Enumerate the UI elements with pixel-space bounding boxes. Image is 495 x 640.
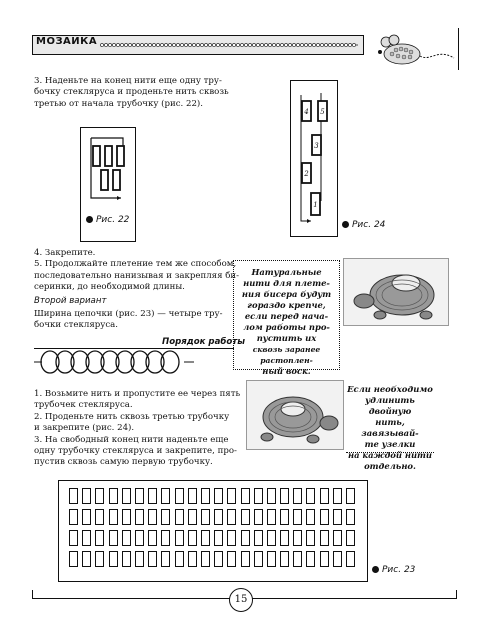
bugle-bead-icon — [188, 509, 197, 525]
bugle-bead-icon — [188, 530, 197, 546]
caption-text: Рис. 24 — [352, 220, 386, 230]
bead-icon — [268, 43, 271, 46]
bugle-bead-icon — [306, 530, 315, 546]
bugle-bead-icon — [267, 530, 276, 546]
tube-row — [67, 530, 367, 548]
bugle-bead-icon — [346, 488, 355, 504]
bugle-bead-icon — [293, 551, 302, 567]
figure-24-caption — [342, 220, 385, 230]
bugle-bead-icon — [122, 488, 131, 504]
bead-icon — [204, 43, 207, 46]
bead-icon — [188, 43, 191, 46]
text-line: 3. На свободный конец нити наденьте еще — [34, 434, 229, 445]
tube-row — [67, 488, 367, 506]
bullet-icon — [342, 221, 349, 228]
bugle-bead-icon — [306, 488, 315, 504]
bugle-bead-icon — [333, 551, 342, 567]
bead-icon — [100, 43, 103, 46]
note-line: удлинить двойную — [365, 395, 415, 416]
bullet-icon — [372, 566, 379, 573]
bugle-bead-icon — [227, 530, 236, 546]
bugle-bead-icon — [241, 488, 250, 504]
bead-chain-decoration — [100, 40, 358, 50]
bead-icon — [352, 43, 355, 46]
bugle-bead-icon — [82, 551, 91, 567]
bugle-bead-icon — [109, 488, 118, 504]
bead-icon — [324, 43, 327, 46]
tip-box-knots — [346, 380, 434, 471]
bugle-bead-icon — [214, 551, 223, 567]
bugle-bead-icon — [241, 509, 250, 525]
bugle-bead-icon — [148, 551, 157, 567]
bugle-bead-icon — [135, 488, 144, 504]
bead-icon — [132, 43, 135, 46]
bugle-bead-icon — [267, 488, 276, 504]
note-line: сквозь заранее растоплен- — [252, 345, 321, 365]
caption-text: Рис. 23 — [382, 565, 416, 575]
bugle-bead-icon — [161, 530, 170, 546]
bugle-bead-icon — [135, 509, 144, 525]
bugle-bead-icon — [201, 530, 210, 546]
figure-23-caption — [372, 565, 415, 575]
note-line: пустить их — [256, 333, 317, 343]
bead-icon — [248, 43, 251, 46]
text-line: Ширина цепочки (рис. 23) — четыре тру- — [34, 309, 223, 319]
note-line: те узелки — [364, 439, 416, 449]
header-side-rule — [458, 28, 459, 70]
bugle-bead-icon — [241, 551, 250, 567]
bead-icon — [300, 43, 303, 46]
bead-icon — [180, 43, 183, 46]
bead-icon — [240, 43, 243, 46]
bead-icon — [192, 43, 195, 46]
bead-icon — [116, 43, 119, 46]
text-line: 4. Закрепите. — [34, 248, 96, 258]
bead-icon — [216, 43, 219, 46]
bead-icon — [160, 43, 163, 46]
bugle-bead-icon — [122, 530, 131, 546]
bugle-bead-icon — [201, 509, 210, 525]
bugle-bead-icon — [280, 509, 289, 525]
bead-icon — [164, 43, 167, 46]
bead-icon — [200, 43, 203, 46]
bead-icon — [224, 43, 227, 46]
bead-icon — [104, 43, 107, 46]
bugle-bead-icon — [175, 530, 184, 546]
tube-label: 3 — [314, 142, 319, 150]
bead-icon — [264, 43, 267, 46]
bead-icon — [292, 43, 295, 46]
bugle-bead-icon — [95, 551, 104, 567]
bugle-bead-icon — [109, 509, 118, 525]
bugle-bead-icon — [69, 488, 78, 504]
bugle-bead-icon — [95, 530, 104, 546]
note-line: если перед нача- — [244, 311, 329, 321]
bugle-bead-icon — [161, 509, 170, 525]
bead-icon — [232, 43, 235, 46]
bugle-bead-icon — [227, 509, 236, 525]
text-line: 5. Продолжайте плетение тем же способом, — [34, 259, 237, 270]
text-line: пустив сквозь самую первую трубочку. — [34, 457, 213, 468]
bead-icon — [284, 43, 287, 46]
bugle-bead-icon — [320, 509, 329, 525]
tube-row — [67, 551, 367, 569]
tube-row — [67, 509, 367, 527]
bead-icon — [312, 43, 315, 46]
bead-icon — [136, 43, 139, 46]
order-heading: Порядок работы — [162, 337, 246, 347]
bead-icon — [328, 43, 331, 46]
bugle-bead-icon — [82, 488, 91, 504]
note-line: Натуральные — [251, 267, 322, 277]
bead-icon — [296, 43, 299, 46]
note-line: отдельно. — [364, 461, 416, 471]
bugle-bead-icon — [320, 488, 329, 504]
text-line: 3. Наденьте на конец нити еще одну тру- — [34, 76, 222, 86]
bugle-bead-icon — [346, 530, 355, 546]
variant-heading: Второй вариант — [34, 296, 107, 306]
bead-icon — [152, 43, 155, 46]
beaded-turtle-image — [344, 259, 448, 325]
bugle-bead-icon — [201, 488, 210, 504]
bead-icon — [256, 43, 259, 46]
bead-icon — [272, 43, 275, 46]
paragraph-step-3 — [34, 76, 256, 110]
variant-paragraph — [34, 309, 244, 332]
bugle-bead-icon — [148, 530, 157, 546]
bugle-bead-icon — [227, 488, 236, 504]
bugle-bead-icon — [280, 530, 289, 546]
bugle-bead-icon — [333, 488, 342, 504]
bead-icon — [124, 43, 127, 46]
text-line: и закрепите (рис. 24). — [34, 423, 135, 434]
bugle-bead-icon — [214, 509, 223, 525]
bead-icon — [212, 43, 215, 46]
text-line: бочки стекляруса. — [34, 320, 118, 331]
footer-rule-right — [456, 590, 457, 599]
bead-icon — [172, 43, 175, 46]
bugle-bead-icon — [188, 488, 197, 504]
text-line: 2. Проденьте нить сквозь третью трубочку — [34, 411, 230, 422]
bead-icon — [228, 43, 231, 46]
page-number: 15 — [229, 588, 253, 612]
text-line: одну трубочку стекляруса и закрепите, про- — [34, 446, 237, 457]
beaded-turtle-image — [247, 381, 343, 449]
bugle-bead-icon — [69, 551, 78, 567]
bead-icon — [308, 43, 311, 46]
bugle-bead-icon — [280, 488, 289, 504]
tube-label: 5 — [320, 108, 325, 116]
bugle-bead-icon — [320, 530, 329, 546]
bugle-bead-icon — [241, 530, 250, 546]
text-line: последовательно нанизывая и закрепляя би- — [34, 270, 240, 281]
note-line: ния бисера будут — [241, 289, 332, 299]
bead-icon — [316, 43, 319, 46]
bugle-bead-icon — [293, 530, 302, 546]
bugle-bead-icon — [201, 551, 210, 567]
tube-label: 2 — [304, 170, 309, 178]
bugle-bead-icon — [161, 488, 170, 504]
bead-icon — [288, 43, 291, 46]
figure-22-caption — [86, 215, 129, 225]
bugle-bead-icon — [161, 551, 170, 567]
bugle-bead-icon — [346, 551, 355, 567]
footer-rule-left — [32, 590, 33, 599]
bead-icon — [108, 43, 111, 46]
bugle-bead-icon — [69, 509, 78, 525]
tube-label: 1 — [313, 201, 318, 209]
bugle-bead-icon — [267, 509, 276, 525]
bead-icon — [156, 43, 159, 46]
bugle-bead-icon — [148, 488, 157, 504]
bugle-bead-icon — [267, 551, 276, 567]
bugle-bead-icon — [227, 551, 236, 567]
paragraph-steps-4-5 — [34, 248, 244, 294]
bead-icon — [148, 43, 151, 46]
bugle-bead-icon — [95, 509, 104, 525]
bead-icon — [196, 43, 199, 46]
bugle-bead-icon — [333, 509, 342, 525]
bead-icon — [276, 43, 279, 46]
bead-icon — [304, 43, 307, 46]
bugle-bead-icon — [82, 530, 91, 546]
bead-icon — [176, 43, 179, 46]
bead-icon — [244, 43, 247, 46]
bead-icon — [168, 43, 171, 46]
bugle-bead-icon — [306, 509, 315, 525]
bugle-bead-icon — [293, 509, 302, 525]
note-line: нити для плете- — [243, 278, 330, 288]
ring-chain-illustration — [34, 347, 194, 377]
bugle-bead-icon — [175, 488, 184, 504]
bugle-bead-icon — [254, 488, 263, 504]
bugle-bead-icon — [320, 551, 329, 567]
caption-text: Рис. 22 — [96, 215, 130, 225]
paragraph-steps-1-3 — [34, 389, 249, 469]
bugle-bead-icon — [346, 509, 355, 525]
note-line: гораздо крепче, — [247, 300, 326, 310]
bugle-bead-icon — [122, 509, 131, 525]
bugle-bead-icon — [188, 551, 197, 567]
bead-icon — [140, 43, 143, 46]
figure-24-diagram — [291, 81, 337, 236]
bead-icon — [236, 43, 239, 46]
bugle-bead-icon — [122, 551, 131, 567]
note-line: на каждой нити — [347, 450, 433, 460]
note-line: ный воск. — [262, 366, 311, 376]
bugle-bead-icon — [254, 509, 263, 525]
bugle-bead-icon — [254, 530, 263, 546]
bugle-bead-icon — [306, 551, 315, 567]
turtle-photo-1 — [343, 258, 449, 326]
bead-icon — [144, 43, 147, 46]
bead-icon — [184, 43, 187, 46]
bugle-bead-icon — [82, 509, 91, 525]
bead-icon — [112, 43, 115, 46]
bead-icon — [348, 43, 351, 46]
bullet-icon — [86, 216, 93, 223]
bead-icon — [252, 43, 255, 46]
bugle-bead-icon — [254, 551, 263, 567]
bead-icon — [120, 43, 123, 46]
bead-icon — [336, 43, 339, 46]
bugle-bead-icon — [135, 530, 144, 546]
bead-icon — [208, 43, 211, 46]
bugle-bead-icon — [135, 551, 144, 567]
bugle-bead-icon — [333, 530, 342, 546]
tip-box-wax — [233, 260, 340, 376]
text-line: 1. Возьмите нить и пропустите ее через пять — [34, 389, 241, 399]
bead-icon — [332, 43, 335, 46]
bugle-bead-icon — [148, 509, 157, 525]
text-line: бочку стекляруса и проденьте нить сквозь — [34, 87, 229, 98]
tube-grid — [59, 481, 367, 569]
bead-icon — [344, 43, 347, 46]
bugle-bead-icon — [69, 530, 78, 546]
note-line: Если необходимо — [347, 384, 433, 394]
turtle-photo-2 — [246, 380, 344, 450]
text-line: серинки, до необходимой длины. — [34, 282, 185, 293]
bugle-bead-icon — [214, 488, 223, 504]
beaded-mouse-illustration — [368, 28, 458, 70]
bead-icon — [320, 43, 323, 46]
figure-23 — [58, 480, 368, 582]
bugle-bead-icon — [109, 551, 118, 567]
bugle-bead-icon — [175, 551, 184, 567]
figure-24 — [290, 80, 338, 237]
page-section-title: МОЗАИКА — [36, 36, 98, 47]
text-line: третью от начала трубочку (рис. 22). — [34, 98, 203, 109]
bead-icon — [340, 43, 343, 46]
note-line: нить, завязывай- — [361, 417, 419, 438]
bugle-bead-icon — [175, 509, 184, 525]
bugle-bead-icon — [109, 530, 118, 546]
bead-icon — [128, 43, 131, 46]
bead-icon — [220, 43, 223, 46]
bead-icon — [280, 43, 283, 46]
tube-label: 4 — [304, 108, 309, 116]
note-line: лом работы про- — [243, 322, 330, 332]
bugle-bead-icon — [293, 488, 302, 504]
text-line: трубочек стекляруса. — [34, 400, 133, 411]
bugle-bead-icon — [280, 551, 289, 567]
bugle-bead-icon — [95, 488, 104, 504]
bugle-bead-icon — [214, 530, 223, 546]
bead-icon — [260, 43, 263, 46]
